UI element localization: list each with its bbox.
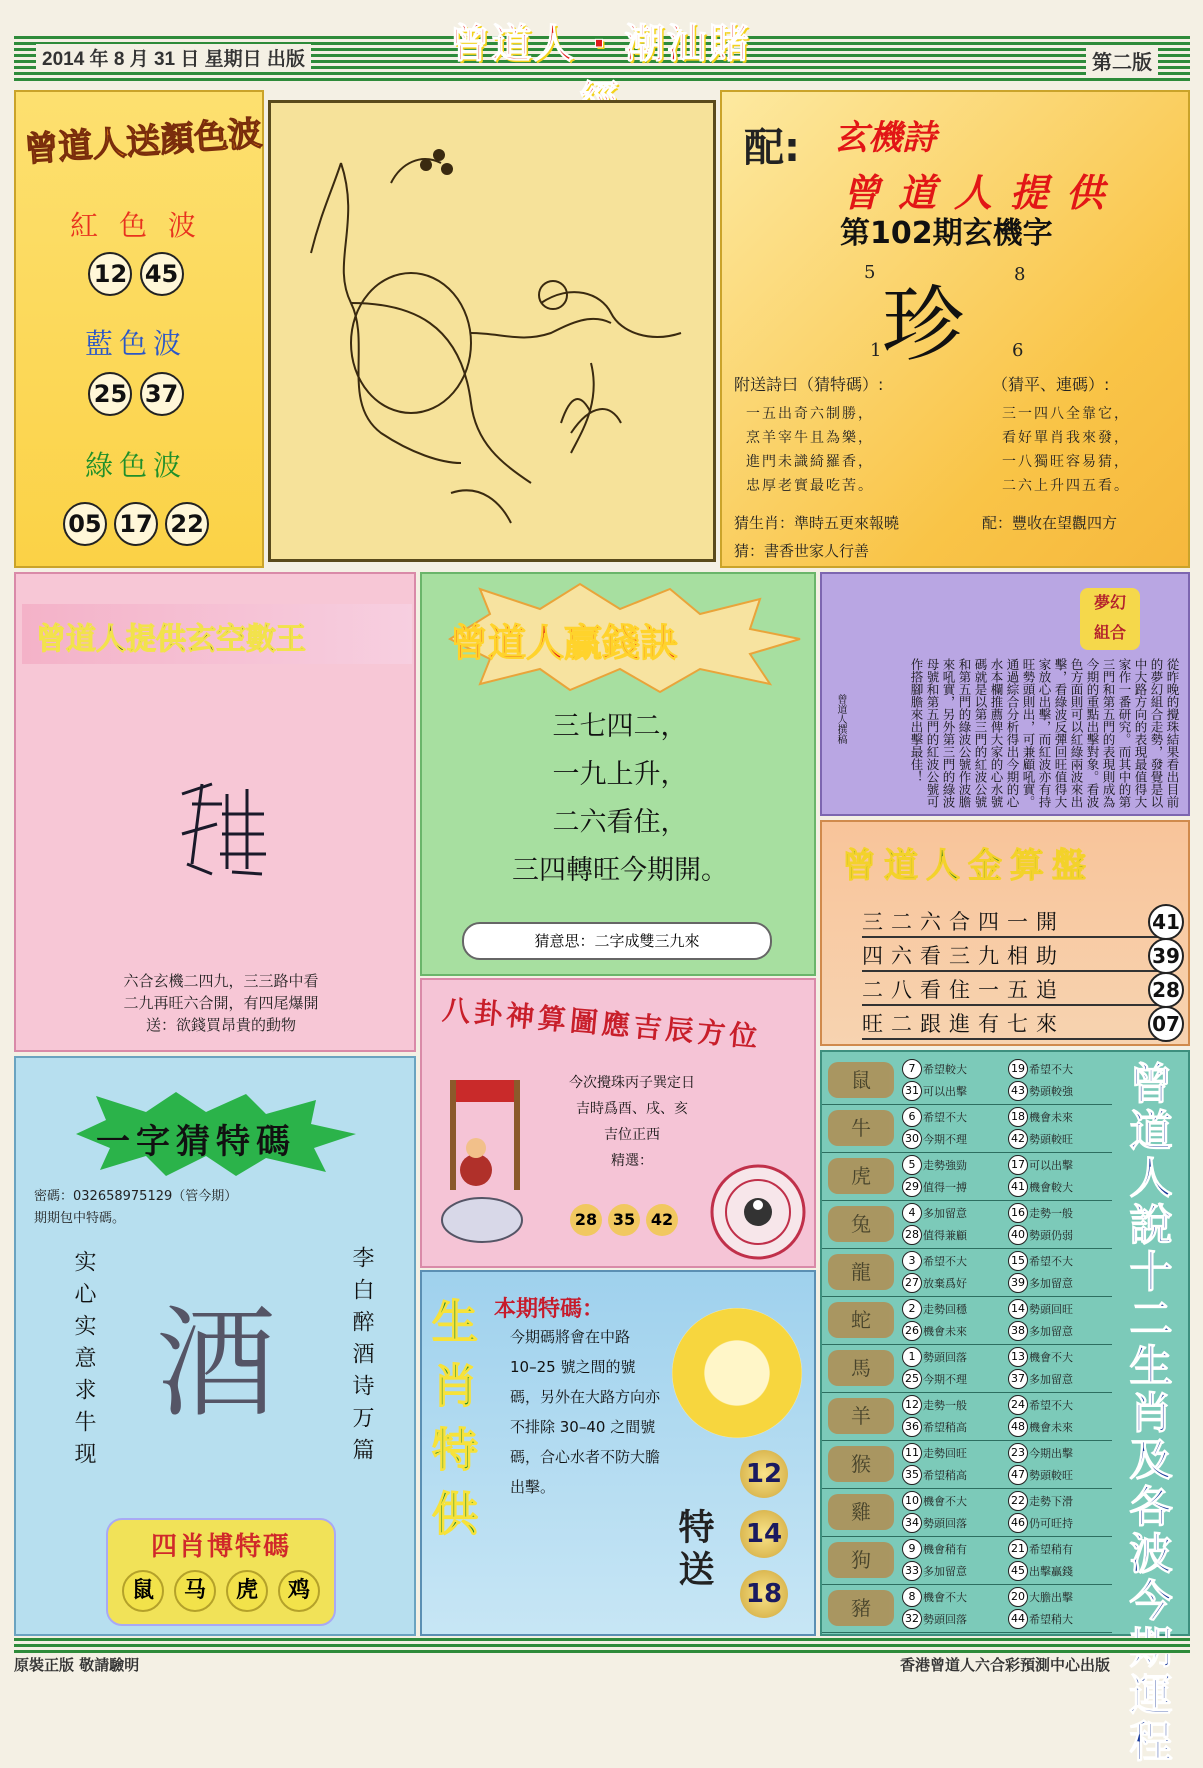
win-money-panel <box>420 572 816 976</box>
zodiac-fortune-text: 機會未來 <box>1029 1111 1073 1124</box>
zodiac-animal-icon: 狗 <box>828 1542 894 1578</box>
zodiac-number: 44 <box>1008 1609 1028 1629</box>
poem-line: 一八獨旺容易猜， <box>1002 454 1130 470</box>
zodiac-fortune-text: 機會稍有 <box>923 1543 967 1556</box>
riddle-big-char: 酒 <box>156 1295 276 1434</box>
footer-left: 原裝正版 敬請驗明 <box>14 1656 140 1674</box>
zodiac-animal-icon: 雞 <box>828 1494 894 1530</box>
four-zodiac-box <box>106 1518 336 1626</box>
publish-date: 2014 年 8 月 31 日 星期日 出版 <box>36 44 311 71</box>
zodiac-animal-icon: 豬 <box>828 1590 894 1626</box>
zodiac-fortune-text: 勢頭較旺 <box>1029 1133 1073 1146</box>
poem-left-heading: 附送詩曰（猜特碼）: <box>734 375 884 394</box>
zodiac-fortune-text: 勢頭仍弱 <box>1029 1229 1073 1242</box>
zodiac-animal-icon: 蛇 <box>828 1302 894 1338</box>
monkey-illustration <box>268 100 716 562</box>
zodiac-fortune-text: 希望稍高 <box>923 1469 967 1482</box>
bagua-line: 今次攪珠丙子巽定日 <box>569 1075 695 1091</box>
zodiac-animal-icon: 龍 <box>828 1254 894 1290</box>
zodiac-fortune-text: 大膽出擊 <box>1029 1591 1073 1604</box>
zodiac-fortune-text: 仍可旺持 <box>1029 1517 1073 1530</box>
dream-badge-bottom: 組合 <box>1093 623 1126 642</box>
zodiac-row <box>822 1248 1112 1297</box>
zodiac-fortune-text: 機會未來 <box>923 1325 967 1338</box>
zodiac-table-vertical-title: 曾道人說十二生肖及各波今 運程 <box>1129 1060 1173 1768</box>
poem-line: 烹羊宰牛且為樂， <box>746 430 874 446</box>
warrior-horse-icon <box>432 1070 532 1260</box>
zodiac-fortune-text: 機會不大 <box>923 1495 967 1508</box>
page-title: 曾道人 · 潮汕賭 <box>449 21 751 67</box>
green-wave-numbers <box>16 502 256 546</box>
zodiac-number: 3 <box>902 1251 922 1271</box>
zodiac-number: 34 <box>902 1513 922 1533</box>
xuanji-title: 玄機詩 <box>834 118 936 158</box>
zodiac-pick: 马 <box>174 1570 216 1612</box>
zodiac-fortune-text: 希望不大 <box>1029 1399 1073 1412</box>
abacus-row-number: 41 <box>1148 904 1184 940</box>
zodiac-animal-icon: 牛 <box>828 1110 894 1146</box>
zodiac-row <box>822 1056 1112 1105</box>
zodiac-number: 23 <box>1008 1443 1028 1463</box>
zodiac-animal-icon: 猴 <box>828 1446 894 1482</box>
zodiac-number: 40 <box>1008 1225 1028 1245</box>
zodiac-animal-icon: 羊 <box>828 1398 894 1434</box>
zodiac-number: 2 <box>902 1299 922 1319</box>
dream-signature: 曾道人撰稿 <box>835 694 846 744</box>
abacus-row-text: 旺二跟進有七來 <box>862 1012 1065 1036</box>
abacus-row-number: 39 <box>1148 938 1184 974</box>
zodiac-fortune-text: 值得一搏 <box>923 1181 967 1194</box>
issue-title: 第102期玄機字 <box>840 216 1053 251</box>
monkey-drawing-icon <box>271 103 713 559</box>
zodiac-number: 9 <box>902 1539 922 1559</box>
blue-wave-label: 藍色波 <box>84 327 187 360</box>
zodiac-number: 13 <box>1008 1347 1028 1367</box>
corner-number: 8 <box>1014 264 1026 285</box>
zodiac-fortune-text: 希望不大 <box>1029 1063 1073 1076</box>
zodiac-special-heading: 本期特碼： <box>494 1297 605 1322</box>
bagua-title: 八卦神算圖應吉辰方位 <box>441 993 763 1054</box>
zodiac-number: 32 <box>902 1609 922 1629</box>
zodiac-number: 7 <box>902 1059 922 1079</box>
zodiac-fortune-text: 勢頭回落 <box>923 1517 967 1530</box>
win-line: 三七四二， <box>552 711 688 742</box>
abacus-row-number: 07 <box>1148 1006 1184 1042</box>
blue-wave-numbers <box>16 372 256 416</box>
zodiac-number: 11 <box>902 1443 922 1463</box>
code-line: 密碼：032658975129（管今期） <box>34 1189 238 1204</box>
abacus-row-text: 二八看住一五追 <box>862 978 1065 1002</box>
dream-text: 從昨晚的攪珠結果看出目前的夢幻組合走勢，發覺是以中大路方向的表現最值得大家作一番研究。而其中的第三門和第五門的表現則成為今期的重點出擊對象。看波色方面則可以紅綠兩波來出擊，看綠波反彈回旺值得大家放心出擊，而紅波亦有持旺勢頭則出，可兼顧吼實。通過綜合分析得出今期的心水本欄推薦俾大家的心水號碼就是以第三門的紅波公號和第五門的綠波公號作波膽來吼實，另外第三門的綠波母號和第五門的紅波公號可作搭腳膽來出擊最佳！ <box>909 658 1180 808</box>
zodiac-fortune-text: 走勢一般 <box>1029 1207 1073 1220</box>
corner-number: 5 <box>864 262 876 283</box>
corner-number: 1 <box>870 340 882 361</box>
special-send-label: 特送 <box>673 1508 714 1592</box>
poem-line: 一五出奇六制勝， <box>746 406 874 422</box>
zodiac-fortune-text: 機會未來 <box>1029 1421 1073 1434</box>
zodiac-number: 26 <box>902 1321 922 1341</box>
bagua-compass-icon <box>708 1162 808 1262</box>
poem-left <box>746 402 874 498</box>
zodiac-pick: 鼠 <box>122 1570 164 1612</box>
poem-right-heading: （猜平、連碼）: <box>992 375 1110 394</box>
win-line: 三四轉旺今期開。 <box>512 855 728 886</box>
xuanji-poem-panel <box>720 90 1190 568</box>
zodiac-number: 36 <box>902 1417 922 1437</box>
zodiac-special-body: 今期碼將會在中路 10–25 號之間的號碼，另外在大路方向亦不排除 30–40 之間號碼，合心水者不防大膽出擊。 <box>510 1328 661 1496</box>
zodiac-row <box>822 1440 1112 1489</box>
zodiac-fortune-text: 出擊贏錢 <box>1029 1565 1073 1578</box>
number-ball: 17 <box>114 502 158 546</box>
zodiac-animal-icon: 馬 <box>828 1350 894 1386</box>
guess-zodiac: 猜生肖：準時五更來報曉 <box>734 514 900 532</box>
poem-right <box>1002 402 1130 498</box>
win-line: 一九上升， <box>552 759 688 790</box>
zodiac-animal-icon: 虎 <box>828 1158 894 1194</box>
abacus-panel <box>820 820 1190 1046</box>
zodiac-number: 37 <box>1008 1369 1028 1389</box>
zodiac-fortune-text: 希望較大 <box>923 1063 967 1076</box>
zodiac-fortune-text: 希望稍高 <box>923 1421 967 1434</box>
zodiac-fortune-text: 勢頭回落 <box>923 1351 967 1364</box>
zodiac-number: 15 <box>1008 1251 1028 1271</box>
zodiac-special-panel <box>420 1270 816 1636</box>
zodiac-number: 41 <box>1008 1177 1028 1197</box>
zodiac-fortune-text: 勢頭回旺 <box>1029 1303 1073 1316</box>
number-ball: 12 <box>88 252 132 296</box>
zodiac-number: 47 <box>1008 1465 1028 1485</box>
zodiac-fortune-text: 可以出擊 <box>1029 1159 1073 1172</box>
zodiac-number: 27 <box>902 1273 922 1293</box>
zodiac-fortune-text: 多加留意 <box>923 1207 967 1220</box>
zodiac-fortune-text: 勢頭較強 <box>1029 1085 1073 1098</box>
zodiac-fortune-text: 勢頭回落 <box>923 1613 967 1626</box>
zodiac-row <box>822 1584 1112 1633</box>
abacus-title: 曾道人金算盤 <box>842 846 1094 886</box>
zodiac-row <box>822 1104 1112 1153</box>
provider-title: 曾道人提供 <box>842 171 1123 215</box>
abacus-row <box>862 940 1180 972</box>
zodiac-pick: 鸡 <box>278 1570 320 1612</box>
zodiac-fortune-text: 希望不大 <box>1029 1255 1073 1268</box>
abacus-row <box>862 1008 1180 1040</box>
zodiac-fortune-text: 今期不理 <box>923 1133 967 1146</box>
dream-combo-panel <box>820 572 1190 816</box>
guess-line: 猜：書香世家人行善 <box>734 542 870 560</box>
bagua-line: 吉位正西 <box>604 1127 660 1143</box>
poem-line: 二六上升四五看。 <box>1002 478 1130 494</box>
zodiac-number: 42 <box>1008 1129 1028 1149</box>
dream-badge <box>1080 588 1140 650</box>
poem-line: 看好單肖我來發， <box>1002 430 1130 446</box>
zodiac-number: 21 <box>1008 1539 1028 1559</box>
zodiac-number: 38 <box>1008 1321 1028 1341</box>
zodiac-row <box>822 1296 1112 1345</box>
green-wave-label: 綠色波 <box>84 449 187 482</box>
zodiac-number: 8 <box>902 1587 922 1607</box>
xuanji-char: 珍 <box>882 278 965 373</box>
edition-label: 第二版 <box>1086 46 1158 75</box>
zodiac-fortune-text: 希望稍大 <box>1029 1613 1073 1626</box>
bagua-number: 42 <box>646 1204 678 1236</box>
zodiac-number: 46 <box>1008 1513 1028 1533</box>
zodiac-number: 10 <box>902 1491 922 1511</box>
zodiac-number: 39 <box>1008 1273 1028 1293</box>
zodiac-number: 20 <box>1008 1587 1028 1607</box>
zodiac-number: 35 <box>902 1465 922 1485</box>
footer-band <box>14 1638 1190 1654</box>
abacus-row <box>862 906 1180 938</box>
zodiac-number: 33 <box>902 1561 922 1581</box>
zodiac-number: 14 <box>1008 1299 1028 1319</box>
code-info <box>34 1186 237 1230</box>
number-ball: 45 <box>140 252 184 296</box>
zodiac-fortune-text: 走勢回旺 <box>923 1447 967 1460</box>
zodiac-number: 17 <box>1008 1155 1028 1175</box>
win-line: 二六看住， <box>552 807 688 838</box>
zodiac-number: 16 <box>1008 1203 1028 1223</box>
zodiac-fortune-text: 希望不大 <box>923 1111 967 1124</box>
xuankong-line: 送：欲錢買昂貴的動物 <box>145 1016 296 1034</box>
zodiac-number: 28 <box>902 1225 922 1245</box>
zodiac-number: 22 <box>1008 1491 1028 1511</box>
poem-line: 進門未識綺羅香， <box>746 454 874 470</box>
special-number: 12 <box>740 1450 788 1498</box>
abacus-row-number: 28 <box>1148 972 1184 1008</box>
riddle-right-column: 李白醉酒诗万篇 <box>349 1246 374 1470</box>
zodiac-fortune-text: 走勢回穩 <box>923 1303 967 1316</box>
xuankong-line: 二九再旺六合開，有四尾爆開 <box>123 994 319 1012</box>
bagua-number: 35 <box>608 1204 640 1236</box>
corner-number: 6 <box>1012 340 1024 361</box>
goat-flower-icon <box>672 1308 802 1438</box>
zodiac-fortune-text: 多加留意 <box>1029 1325 1073 1338</box>
zodiac-fortune-text: 希望稍有 <box>1029 1543 1073 1556</box>
zodiac-number: 1 <box>902 1347 922 1367</box>
zodiac-fortune-text: 勢頭較旺 <box>1029 1469 1073 1482</box>
zodiac-row <box>822 1488 1112 1537</box>
code-line: 期期包中特碼。 <box>34 1211 126 1226</box>
zodiac-number: 24 <box>1008 1395 1028 1415</box>
one-char-title: 一字猜特碼 <box>96 1122 296 1162</box>
riddle-left-column: 实心实意求牛现 <box>71 1250 96 1474</box>
zodiac-animal-icon: 兔 <box>828 1206 894 1242</box>
special-number: 18 <box>740 1570 788 1618</box>
zodiac-number: 25 <box>902 1369 922 1389</box>
abacus-row <box>862 974 1180 1006</box>
color-wave-title: 曾道人送顏色波 <box>23 113 264 171</box>
zodiac-fortune-text: 放棄爲好 <box>923 1277 967 1290</box>
four-zodiac-title: 四肖博特碼 <box>150 1532 291 1562</box>
zodiac-number: 31 <box>902 1081 922 1101</box>
zodiac-row <box>822 1152 1112 1201</box>
zodiac-fortune-text: 多加留意 <box>923 1565 967 1578</box>
zodiac-fortune-text: 多加留意 <box>1029 1277 1073 1290</box>
zodiac-number: 18 <box>1008 1107 1028 1127</box>
xuankong-panel <box>14 572 416 1052</box>
zodiac-fortune-text: 走勢強勁 <box>923 1159 967 1172</box>
zodiac-row <box>822 1536 1112 1585</box>
zodiac-fortune-text: 機會不大 <box>923 1591 967 1604</box>
zodiac-fortune-text: 走勢一般 <box>923 1399 967 1412</box>
one-char-guess-panel <box>14 1056 416 1636</box>
dream-badge-top: 夢幻 <box>1093 593 1126 612</box>
xuankong-banner <box>22 604 412 664</box>
zodiac-number: 5 <box>902 1155 922 1175</box>
bagua-panel <box>420 978 816 1268</box>
zodiac-row <box>822 1392 1112 1441</box>
zodiac-fortune-text: 多加留意 <box>1029 1373 1073 1386</box>
zodiac-animal-icon: 鼠 <box>828 1062 894 1098</box>
xuankong-title: 曾道人提供玄空數王 <box>36 622 306 657</box>
bagua-line: 吉時爲酉、戌、亥 <box>576 1101 688 1117</box>
riddle-glyph-icon <box>172 774 272 884</box>
red-wave-numbers <box>16 252 256 296</box>
win-money-title: 曾道人贏錢訣 <box>450 621 679 665</box>
zodiac-fortune-text: 值得兼顧 <box>923 1229 967 1242</box>
abacus-row-text: 四六看三九相助 <box>862 944 1065 968</box>
zodiac-fortune-text: 機會不大 <box>1029 1351 1073 1364</box>
zodiac-fortune-text: 走勢下滑 <box>1029 1495 1073 1508</box>
zodiac-number: 48 <box>1008 1417 1028 1437</box>
abacus-row-text: 三二六合四一開 <box>862 910 1065 934</box>
zodiac-fortune-text: 機會較大 <box>1029 1181 1073 1194</box>
zodiac-number: 43 <box>1008 1081 1028 1101</box>
zodiac-fortune-text: 希望不大 <box>923 1255 967 1268</box>
xuankong-line: 六合玄機二四九，三三路中看 <box>123 972 319 990</box>
zodiac-number: 30 <box>902 1129 922 1149</box>
zodiac-fortune-text: 可以出擊 <box>923 1085 967 1098</box>
special-number: 14 <box>740 1510 788 1558</box>
color-wave-panel <box>14 90 264 568</box>
bagua-line: 精選： <box>611 1153 653 1169</box>
number-ball: 37 <box>140 372 184 416</box>
zodiac-number: 12 <box>902 1395 922 1415</box>
zodiac-pick: 虎 <box>226 1570 268 1612</box>
zodiac-row <box>822 1200 1112 1249</box>
bagua-number: 28 <box>570 1204 602 1236</box>
poem-line: 三一四八全靠它， <box>1002 406 1130 422</box>
zodiac-number: 29 <box>902 1177 922 1197</box>
zodiac-number: 4 <box>902 1203 922 1223</box>
zodiac-number: 19 <box>1008 1059 1028 1079</box>
zodiac-special-vertical-title: 生肖特供 <box>432 1295 478 1541</box>
pei-label: 配: <box>744 125 800 171</box>
poem-line: 忠厚老實最吃苦。 <box>746 478 874 494</box>
footer-right: 香港曾道人六合彩預測中心出版 <box>900 1656 1111 1674</box>
zodiac-row <box>822 1344 1112 1393</box>
number-ball: 22 <box>165 502 209 546</box>
number-ball: 05 <box>63 502 107 546</box>
zodiac-fortune-text: 今期不理 <box>923 1373 967 1386</box>
number-ball: 25 <box>88 372 132 416</box>
zodiac-number: 6 <box>902 1107 922 1127</box>
zodiac-number: 45 <box>1008 1561 1028 1581</box>
pei-line: 配：豐收在望觀四方 <box>982 514 1118 532</box>
red-wave-label: 紅 色 波 <box>70 209 202 242</box>
zodiac-fortune-text: 今期出擊 <box>1029 1447 1073 1460</box>
win-hint: 猜意思：二字成雙三九來 <box>462 922 772 960</box>
